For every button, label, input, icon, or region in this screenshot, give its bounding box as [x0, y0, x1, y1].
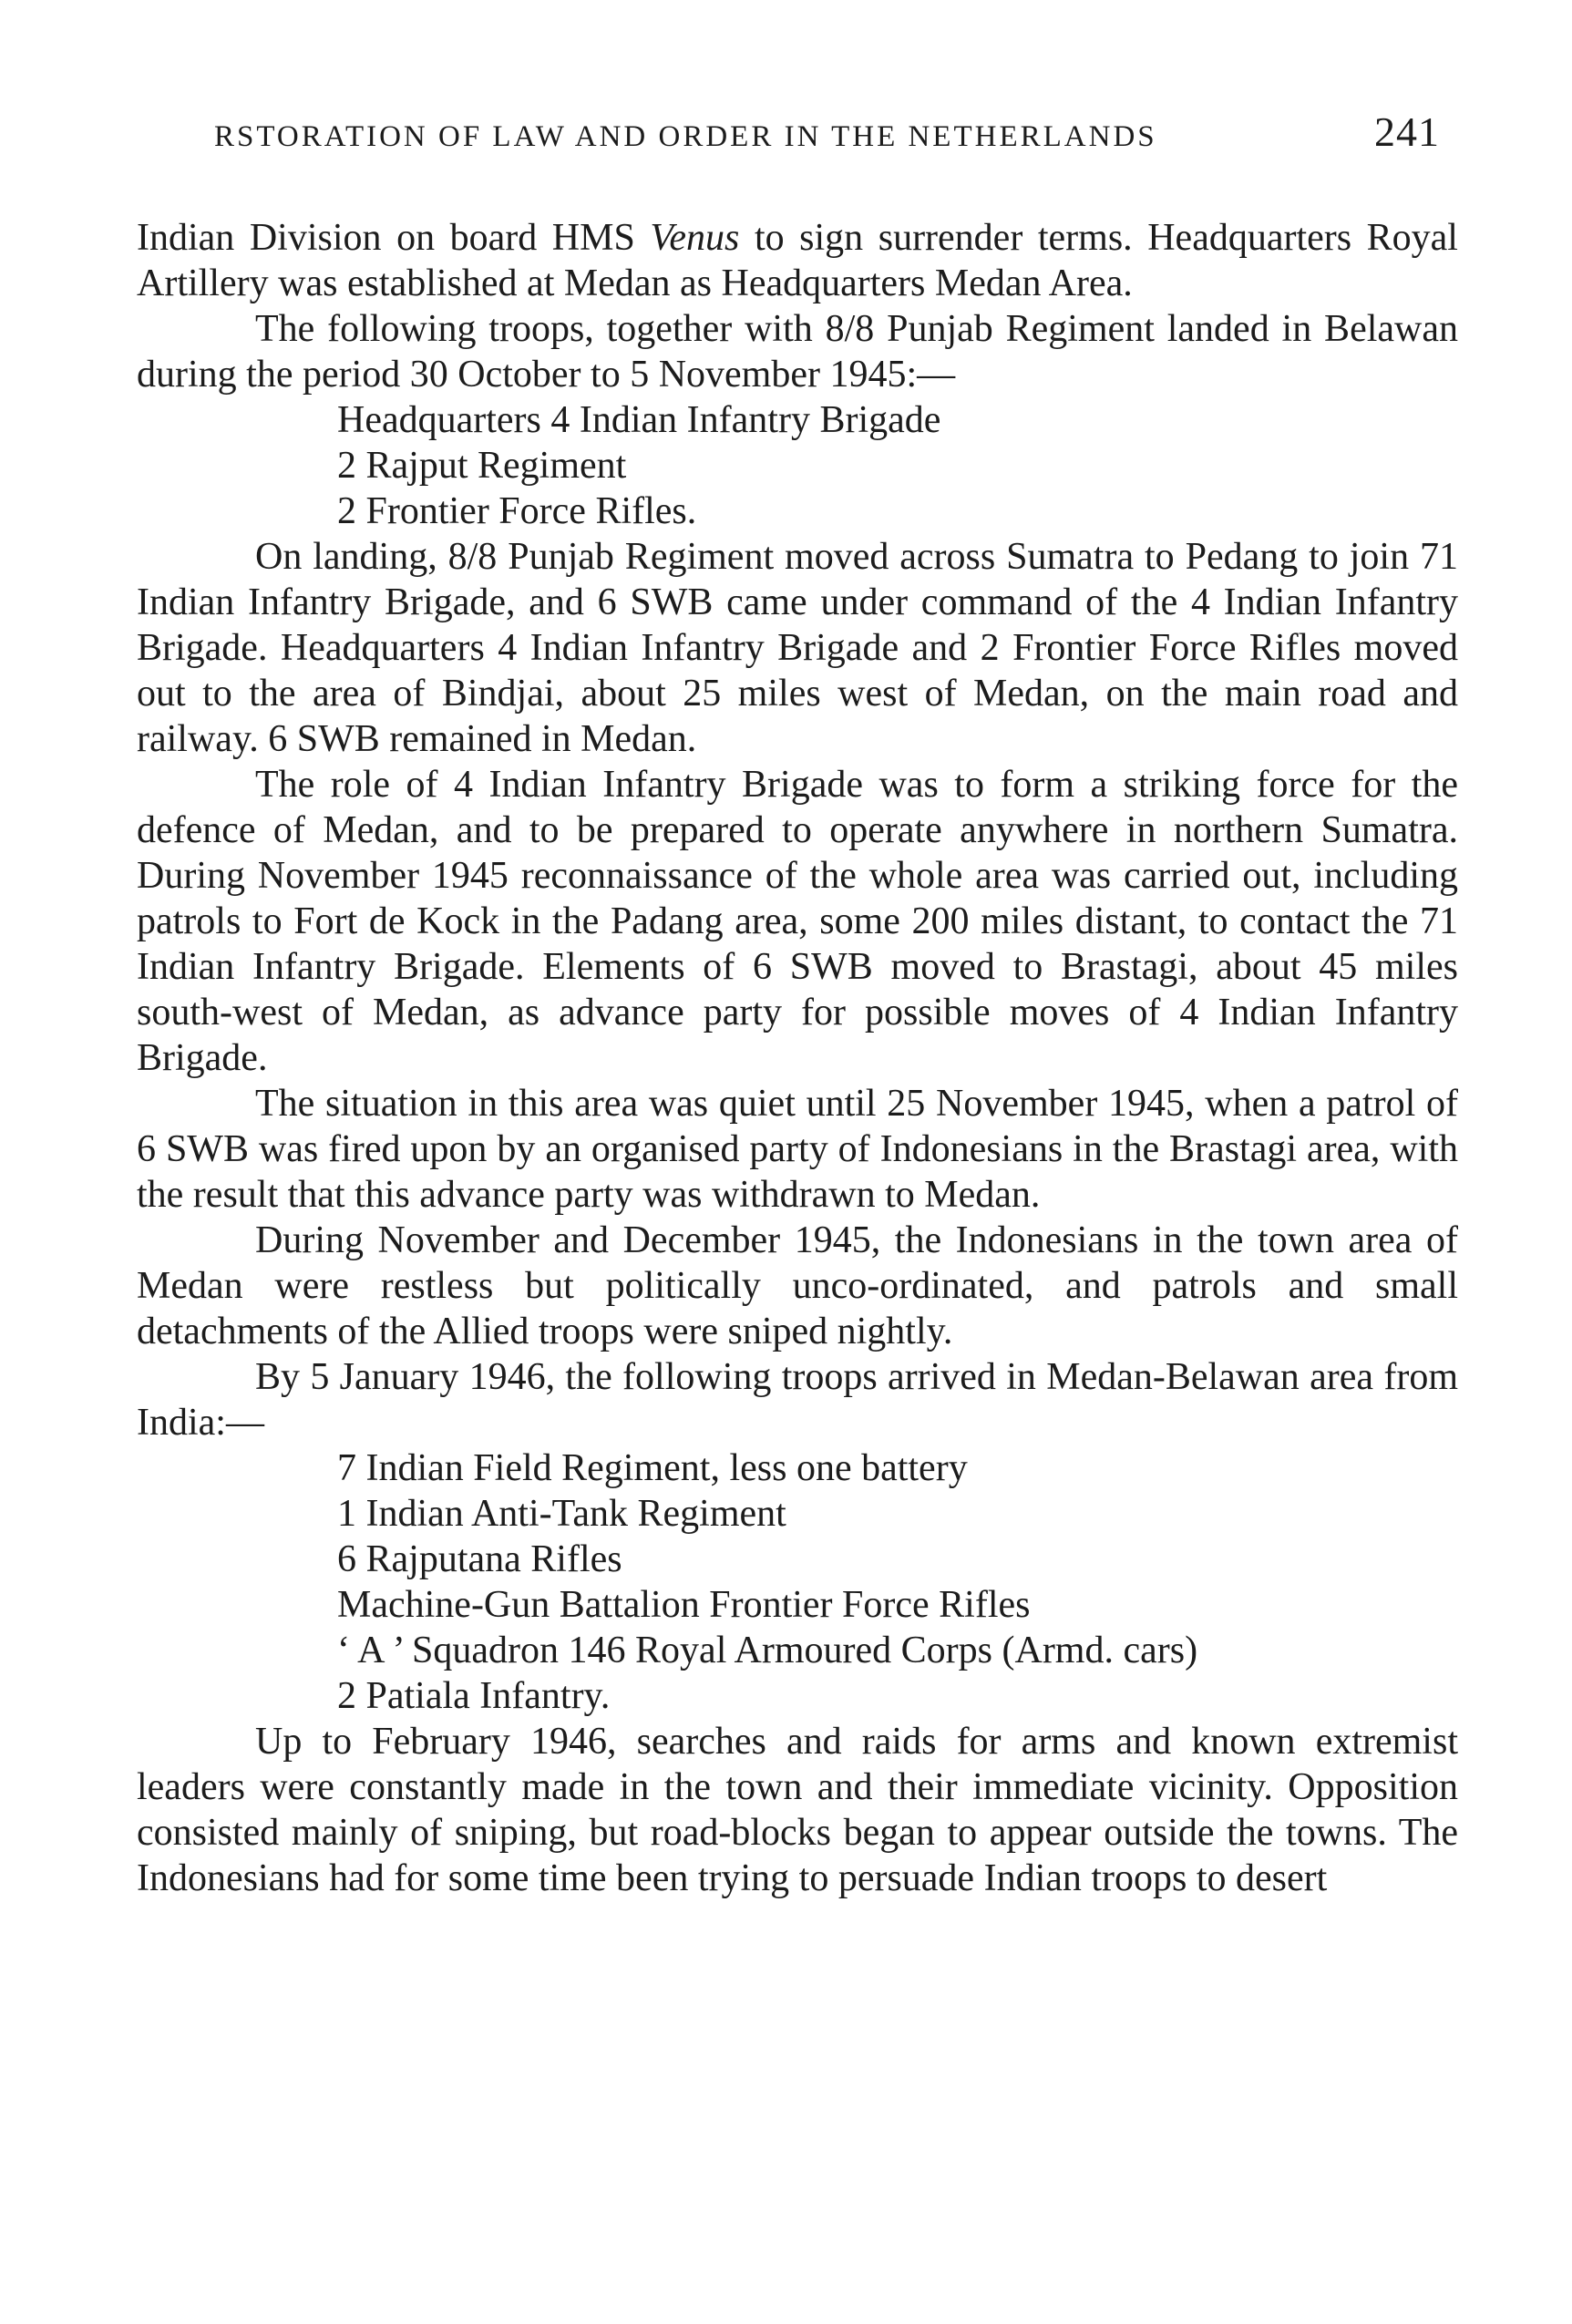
running-header: [137, 108, 1458, 171]
paragraph-6: During November and December 1945, the Indonesians in the town area of Medan were restless but politically unco-ordinated, and patrols and small detachments of the Allied troops were sniped nightly.: [137, 1219, 1458, 1352]
troops-list-2-item: 7 Indian Field Regiment, less one battery: [337, 1447, 968, 1489]
paragraph-7: By 5 January 1946, the following troops arrived in Medan-Belawan area from India:—: [137, 1356, 1458, 1444]
troops-list-1-item: Headquarters 4 Indian Infantry Brigade: [337, 399, 941, 441]
troops-list-2-item: ‘ A ’ Squadron 146 Royal Armoured Corps (Armd. cars): [337, 1630, 1198, 1671]
page-number: 241: [1374, 108, 1440, 155]
ship-name: Venus: [650, 217, 740, 259]
troops-list-1-item: 2 Rajput Regiment: [337, 445, 627, 487]
troops-list-1-item: 2 Frontier Force Rifles.: [337, 490, 697, 532]
running-title: RSTORATION OF LAW AND ORDER IN THE NETHERLANDS: [214, 120, 1157, 153]
troops-list-2-item: 1 Indian Anti-Tank Regiment: [337, 1493, 786, 1535]
document-page: [137, 108, 1458, 2258]
troops-list-1: [137, 397, 1458, 534]
troops-list-2: [137, 1445, 1458, 1719]
paragraph-2: The following troops, together with 8/8 Punjab Regiment landed in Belawan during the period 30 October to 5 November 1945:—: [137, 308, 1458, 396]
paragraph-1-part-1: Indian Division on board HMS: [137, 217, 651, 259]
paragraph-5: The situation in this area was quiet until 25 November 1945, when a patrol of 6 SWB was fired upon by an organised party of Indonesians in the Brastagi area, with the result that this advance party was withdrawn to Medan.: [137, 1083, 1458, 1216]
paragraph-3: On landing, 8/8 Punjab Regiment moved across Sumatra to Pedang to join 71 Indian Infantry Brigade, and 6 SWB came under command of the 4 Indian Infantry Brigade. Headquarters 4 Indian Infantry Brigade and 2 Frontier Force Rifles moved out to the area of Bindjai, about 25 miles west of Medan, on the main road and railway. 6 SWB remained in Medan.: [137, 536, 1458, 760]
paragraph-1: [137, 215, 1458, 306]
paragraph-4: The role of 4 Indian Infantry Brigade was to form a striking force for the defence of Medan, and to be prepared to operate anywhere in northern Sumatra. During November 1945 reconnaissance of the whole area was carried out, including patrols to Fort de Kock in the Padang area, some 200 miles distant, to contact the 71 Indian Infantry Brigade. Elements of 6 SWB moved to Brastagi, about 45 miles south-west of Medan, as advance party for possible moves of 4 Indian Infantry Brigade.: [137, 764, 1458, 1079]
paragraph-8: Up to February 1946, searches and raids for arms and known extremist leaders were constantly made in the town and their immediate vicinity. Opposition consisted mainly of sniping, but road-blocks began to appear outside the towns. The Indonesians had for some time been trying to persuade Indian troops to desert: [137, 1721, 1458, 1899]
troops-list-2-item: 6 Rajputana Rifles: [337, 1538, 622, 1580]
paragraph-1-part-2: to sign surrender terms. Headquarters Royal Artillery was established at Medan as Headquarters Medan Area.: [137, 217, 1458, 304]
troops-list-2-item: Machine-Gun Battalion Frontier Force Rifles: [337, 1584, 1031, 1626]
body-text: [137, 215, 1458, 1901]
troops-list-2-item: 2 Patiala Infantry.: [337, 1675, 611, 1717]
